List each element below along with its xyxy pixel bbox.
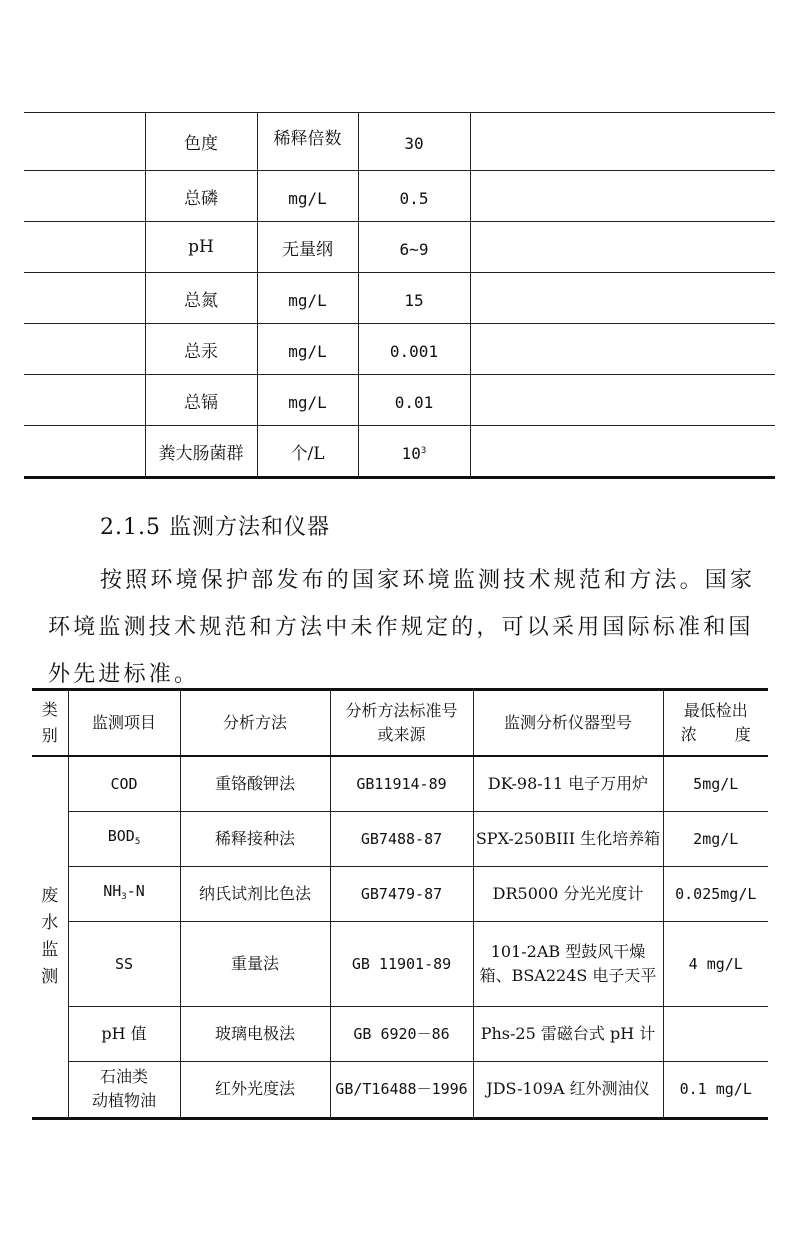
item-cell: SS — [68, 921, 180, 1006]
table-cell-blank — [24, 222, 145, 273]
instrument-cell: Phs-25 雷磁台式 pH 计 — [473, 1006, 663, 1061]
unit-cell: mg/L — [257, 375, 358, 426]
table-row — [24, 324, 775, 375]
item-cell: pH 值 — [68, 1006, 180, 1061]
item-cell: pH — [145, 222, 257, 273]
value-exponent: 3 — [420, 445, 427, 456]
table-cell-blank — [24, 375, 145, 426]
item-post: -N — [126, 881, 145, 900]
table-row — [24, 375, 775, 426]
table-row — [24, 273, 775, 324]
table-row — [32, 866, 768, 921]
item-cell: 总镉 — [145, 375, 257, 426]
header-item: 监测项目 — [68, 690, 180, 757]
category-text: 废水监测 — [41, 885, 59, 987]
item-cell: 总氮 — [145, 273, 257, 324]
table-cell-blank — [24, 273, 145, 324]
header-limit-char2: 度 — [734, 725, 751, 744]
table-row — [24, 112, 775, 171]
table-row — [32, 1061, 768, 1118]
table-row — [32, 811, 768, 866]
value-cell — [358, 426, 470, 478]
header-limit-line1: 最低检出 — [683, 701, 748, 720]
limit-cell — [663, 1006, 768, 1061]
table-cell-blank — [470, 112, 775, 171]
header-instrument: 监测分析仪器型号 — [473, 690, 663, 757]
section-paragraph: 按照环境保护部发布的国家环境监测技术规范和方法。国家环境监测技术规范和方法中未作规定的，可以采用国际标准和国外先进标准。 — [48, 568, 756, 687]
item-cell: 总汞 — [145, 324, 257, 375]
table-cell-blank — [24, 426, 145, 478]
limit-cell: 2mg/L — [663, 811, 768, 866]
instrument-cell: DK-98-11 电子万用炉 — [473, 756, 663, 811]
standard-cell: GB11914-89 — [330, 756, 473, 811]
header-standard-text: 分析方法标准号或来源 — [345, 701, 458, 744]
header-detection-limit — [663, 690, 768, 757]
standard-cell: GB7479-87 — [330, 866, 473, 921]
item-cell: 粪大肠菌群 — [145, 426, 257, 478]
value-cell: 30 — [358, 112, 470, 171]
method-cell: 稀释接种法 — [180, 811, 330, 866]
header-limit-line2 — [666, 723, 767, 747]
value-base: 10 — [401, 443, 421, 463]
instrument-cell: JDS-109A 红外测油仪 — [473, 1061, 663, 1118]
standard-cell: GB7488-87 — [330, 811, 473, 866]
item-line1: 石油类 — [99, 1067, 148, 1086]
item-cell — [68, 811, 180, 866]
value-cell: 6~9 — [358, 222, 470, 273]
table-cell-blank — [24, 324, 145, 375]
monitoring-methods-table — [32, 688, 768, 1120]
unit-cell: 无量纲 — [257, 222, 358, 273]
table-cell-blank — [24, 112, 145, 171]
unit-cell: 稀释倍数 — [257, 112, 358, 171]
table-cell-blank — [470, 171, 775, 222]
standard-cell: GB/T16488－1996 — [330, 1061, 473, 1118]
item-subscript: 3 — [121, 891, 127, 902]
method-cell: 重量法 — [180, 921, 330, 1006]
table-cell-blank — [470, 426, 775, 478]
unit-cell: mg/L — [257, 171, 358, 222]
value-cell: 0.01 — [358, 375, 470, 426]
instrument-cell: SPX-250BIII 生化培养箱 — [473, 811, 663, 866]
header-limit-char1: 浓 — [680, 725, 697, 744]
section-heading: 2.1.5 监测方法和仪器 — [100, 515, 330, 540]
method-cell: 红外光度法 — [180, 1061, 330, 1118]
method-cell: 玻璃电极法 — [180, 1006, 330, 1061]
table-row — [32, 1006, 768, 1061]
header-category-text: 类别 — [41, 700, 58, 745]
limit-cell: 0.025mg/L — [663, 866, 768, 921]
header-method: 分析方法 — [180, 690, 330, 757]
table-cell-blank — [470, 324, 775, 375]
item-cell: COD — [68, 756, 180, 811]
limit-cell: 5mg/L — [663, 756, 768, 811]
table-header-row — [32, 690, 768, 757]
discharge-limits-table — [24, 112, 775, 479]
table-row — [24, 222, 775, 273]
item-subscript: 5 — [134, 836, 141, 847]
category-cell — [32, 756, 68, 1118]
item-main: BOD — [107, 826, 135, 845]
limit-cell: 4 mg/L — [663, 921, 768, 1006]
table-cell-blank — [470, 222, 775, 273]
table-row — [24, 426, 775, 478]
unit-cell: 个/L — [257, 426, 358, 478]
instrument-cell: 101-2AB 型鼓风干燥箱、BSA224S 电子天平 — [473, 921, 663, 1006]
item-cell: 总磷 — [145, 171, 257, 222]
table-cell-blank — [24, 171, 145, 222]
table-cell-blank — [470, 273, 775, 324]
standard-cell: GB 6920－86 — [330, 1006, 473, 1061]
item-pre: NH — [103, 881, 122, 900]
item-cell: 色度 — [145, 112, 257, 171]
header-category — [32, 690, 68, 757]
standard-cell: GB 11901-89 — [330, 921, 473, 1006]
unit-cell: mg/L — [257, 273, 358, 324]
limit-cell: 0.1 mg/L — [663, 1061, 768, 1118]
item-cell — [68, 1061, 180, 1118]
table-row — [32, 756, 768, 811]
header-standard — [330, 690, 473, 757]
item-line2: 动植物油 — [91, 1091, 156, 1110]
table-cell-blank — [470, 375, 775, 426]
value-cell: 0.001 — [358, 324, 470, 375]
instrument-cell: DR5000 分光光度计 — [473, 866, 663, 921]
method-cell: 纳氏试剂比色法 — [180, 866, 330, 921]
method-cell: 重铬酸钾法 — [180, 756, 330, 811]
value-cell: 15 — [358, 273, 470, 324]
value-cell: 0.5 — [358, 171, 470, 222]
table-row — [32, 921, 768, 1006]
unit-cell: mg/L — [257, 324, 358, 375]
item-cell — [68, 866, 180, 921]
table-row — [24, 171, 775, 222]
